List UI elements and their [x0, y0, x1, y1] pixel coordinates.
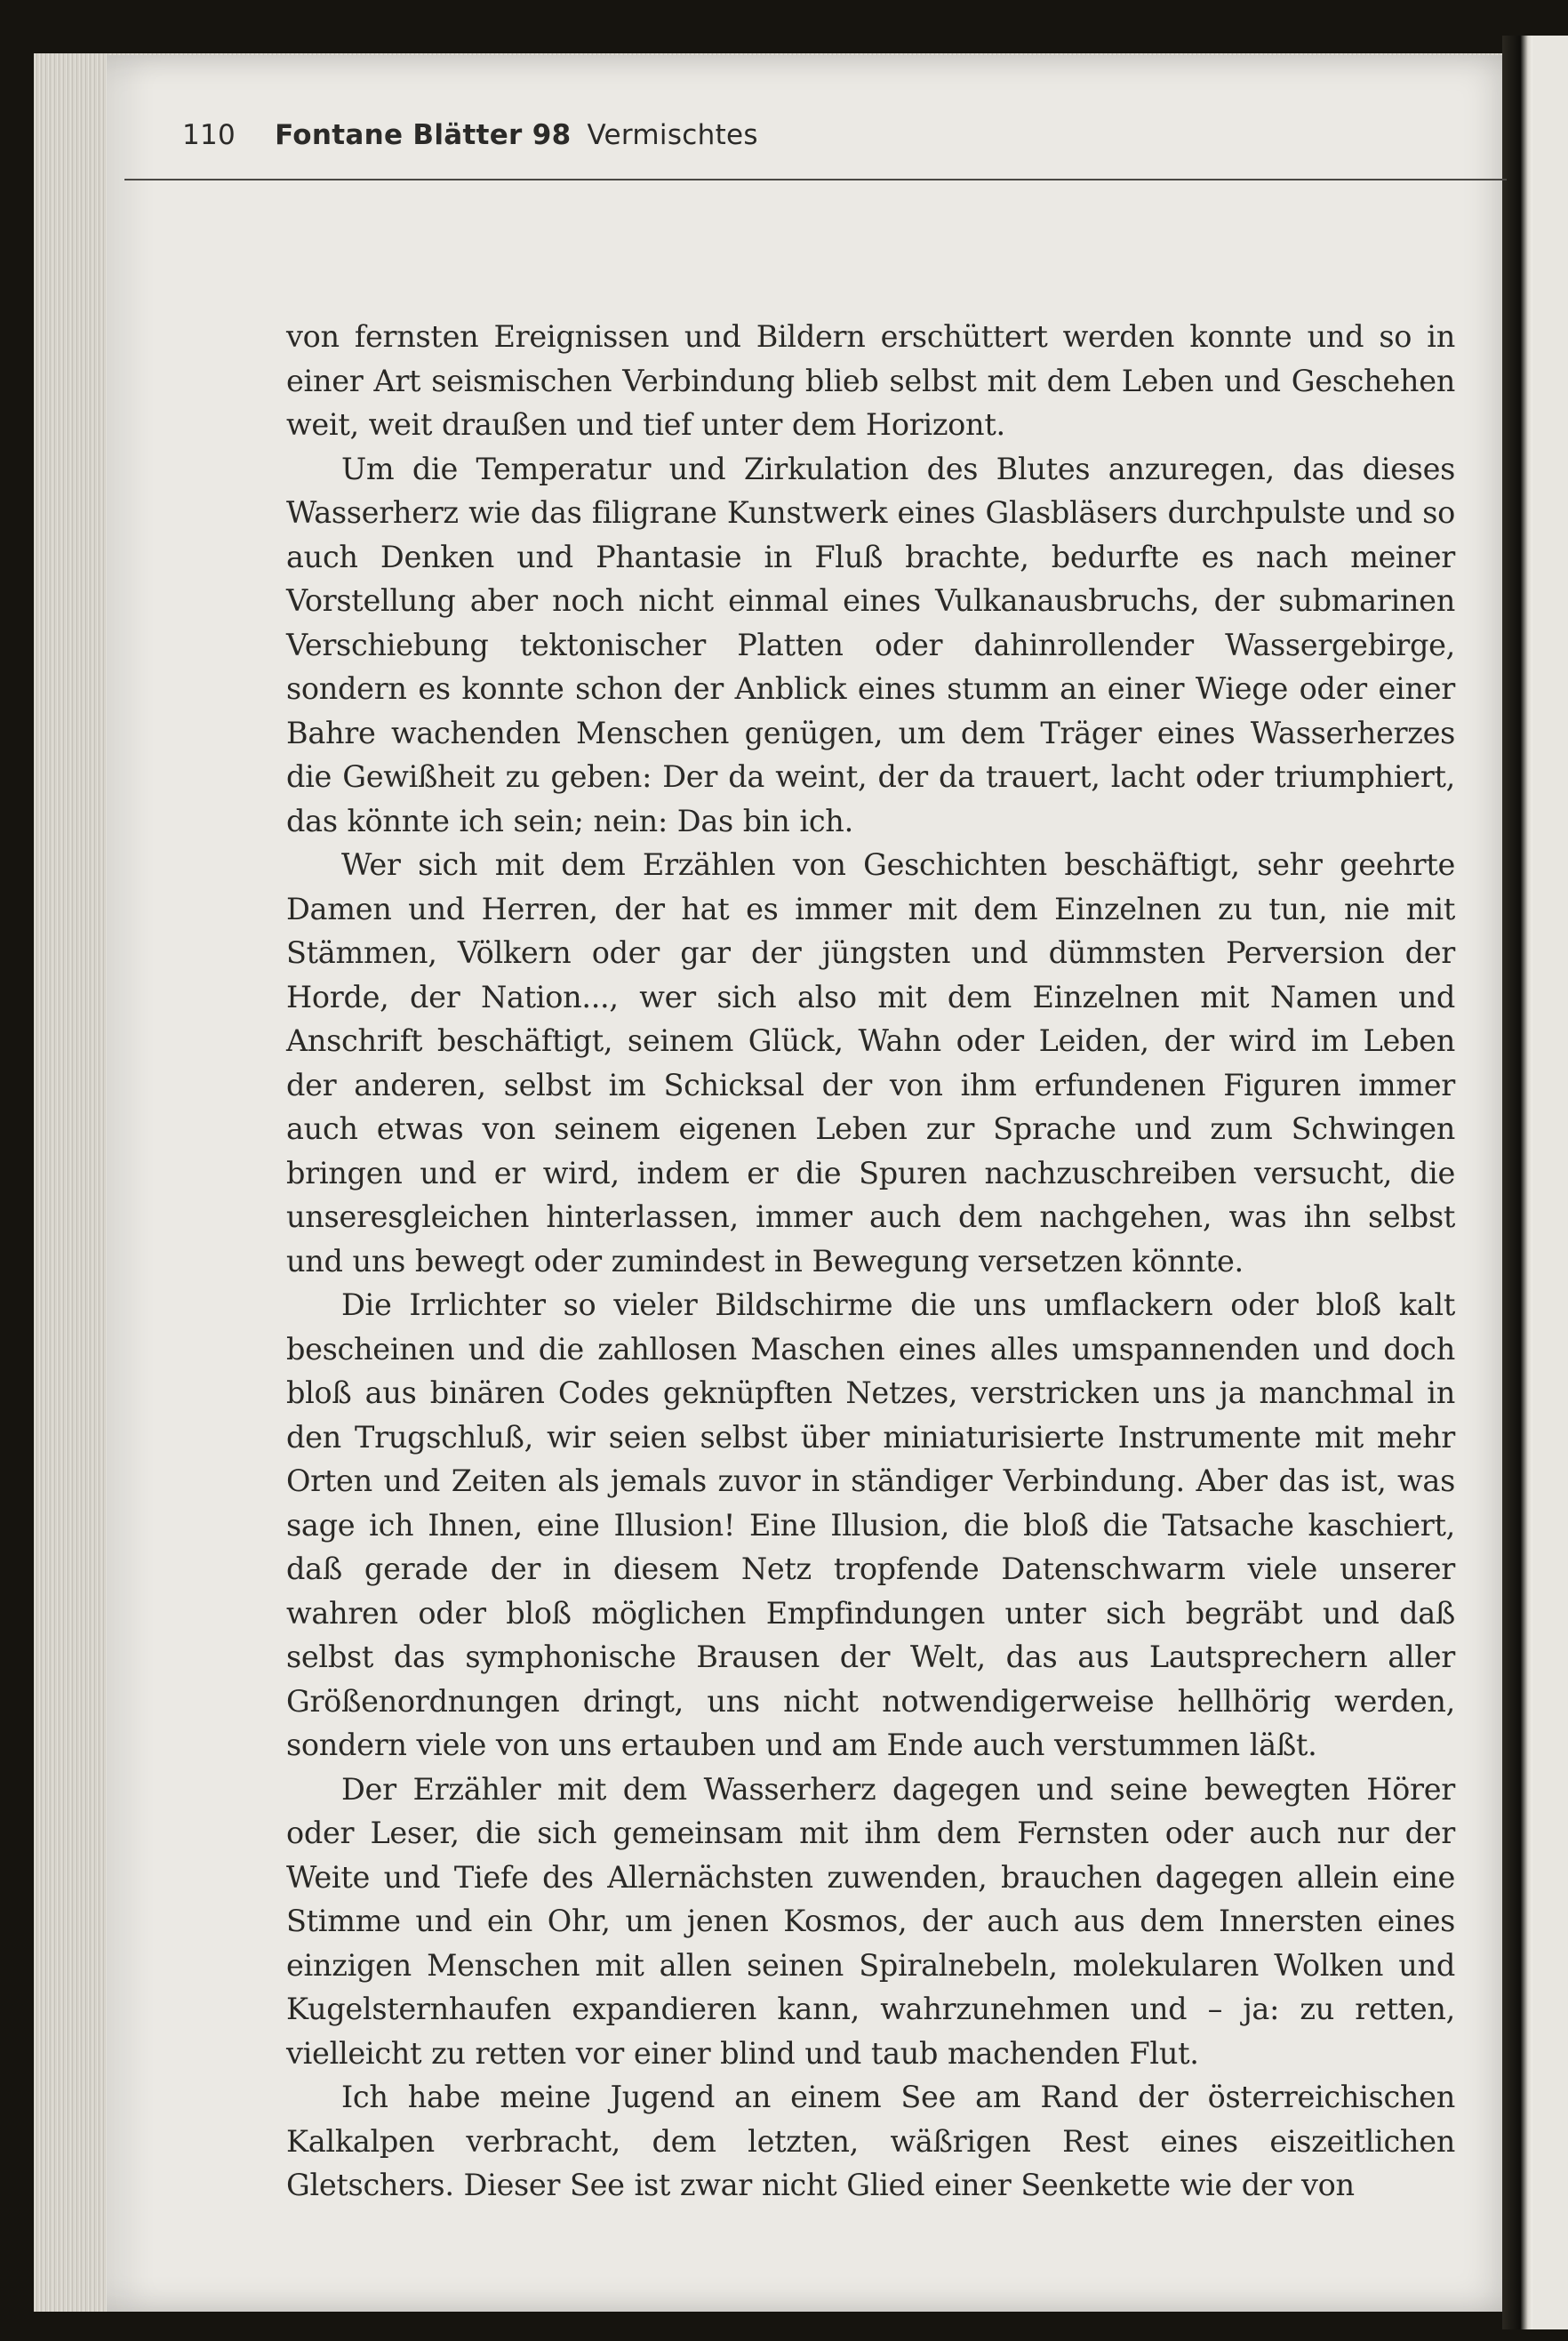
paragraph: Ich habe meine Jugend an einem See am Rand der österreichischen Kalkalpen verbracht, dem letzten, wäßrigen Rest eines eiszeitlichen Gletschers. Dieser See ist zwar nicht Glied einer Seenkette wie der von	[286, 2080, 1455, 2202]
paragraph: Der Erzähler mit dem Wasserherz dagegen und seine bewegten Hörer oder Leser, die sich gemeinsam mit ihm dem Fernsten oder auch nur der Weite und Tiefe des Allernächsten zuwenden, brauchen dagegen allein eine Stimme und ein Ohr, um jenen Kosmos, der auch aus dem Innersten eines einzigen Menschen mit allen seinen Spiralnebeln, molekularen Wolken und Kugelsternhaufen expandieren kann, wahrzunehmen und – ja: zu retten, vielleicht zu retten vor einer blind und taub machenden Flut.	[286, 1771, 1455, 2071]
running-header	[182, 119, 758, 151]
paragraph: Wer sich mit dem Erzählen von Geschichten beschäftigt, sehr geehrte Damen und Herren, der hat es immer mit dem Einzelnen zu tun, nie mit Stämmen, Völkern oder gar der jüngsten und dümmsten Perversion der Horde, der Nation..., wer sich also mit dem Einzelnen mit Namen und Anschrift beschäftigt, seinem Glück, Wahn oder Leiden, der wird im Leben der anderen, selbst im Schicksal der von ihm erfundenen Figuren immer auch etwas von seinem eigenen Leben zur Sprache und zum Schwingen bringen und er wird, indem er die Spuren nachzuschreiben versucht, die unseresgleichen hinterlassen, immer auch dem nachgehen, was ihn selbst und uns bewegt oder zumindest in Bewegung versetzen könnte.	[286, 847, 1455, 1279]
page-number: 110	[182, 119, 236, 151]
paragraph: Die Irrlichter so vieler Bildschirme die uns umflackern oder bloß kalt bescheinen und die zahllosen Maschen eines alles umspannenden und doch bloß aus binären Codes geknüpften Netzes, verstricken uns ja manchmal in den Trugschluß, wir seien selbst über miniaturisierte Instrumente mit mehr Orten und Zeiten als jemals zuvor in ständiger Verbindung. Aber das ist, was sage ich Ihnen, eine Illusion! Eine Illusion, die bloß die Tatsache kaschiert, daß gerade der in diesem Netz tropfende Datenschwarm viele unserer wahren oder bloß möglichen Empfindungen unter sich begräbt und daß selbst das symphonische Brausen der Welt, das aus Lautsprechern aller Größenordnungen dringt, uns nicht notwendigerweise hellhörig werden, sondern viele von uns ertauben und am Ende auch verstummen läßt.	[286, 1287, 1455, 1762]
paragraph: Um die Temperatur und Zirkulation des Blutes anzuregen, das dieses Wasserherz wie das filigrane Kunstwerk eines Glasbläsers durchpulste und so auch Denken und Phantasie in Fluß brachte, bedurfte es nach meiner Vorstellung aber noch nicht einmal eines Vulkanausbruchs, der submarinen Verschiebung tektonischer Platten oder dahinrollender Wassergebirge, sondern es konnte schon der Anblick eines stumm an einer Wiege oder einer Bahre wachenden Menschen genügen, um dem Träger eines Wasserherzes die Gewißheit zu geben: Der da weint, der da trauert, lacht oder triumphiert, das könnte ich sein; nein: Das bin ich.	[286, 451, 1455, 838]
facing-page-edge	[1532, 36, 1568, 2329]
header-rule	[124, 179, 1507, 180]
journal-title: Fontane Blätter 98	[275, 119, 572, 151]
section-title: Vermischtes	[587, 119, 758, 151]
book-gutter	[1502, 36, 1532, 2329]
paragraph: von fernsten Ereignissen und Bildern erschüttert werden konnte und so in einer Art seismischen Verbindung blieb selbst mit dem Leben und Geschehen weit, weit draußen und tief unter dem Horizont.	[286, 319, 1455, 442]
body-text	[286, 315, 1455, 2208]
